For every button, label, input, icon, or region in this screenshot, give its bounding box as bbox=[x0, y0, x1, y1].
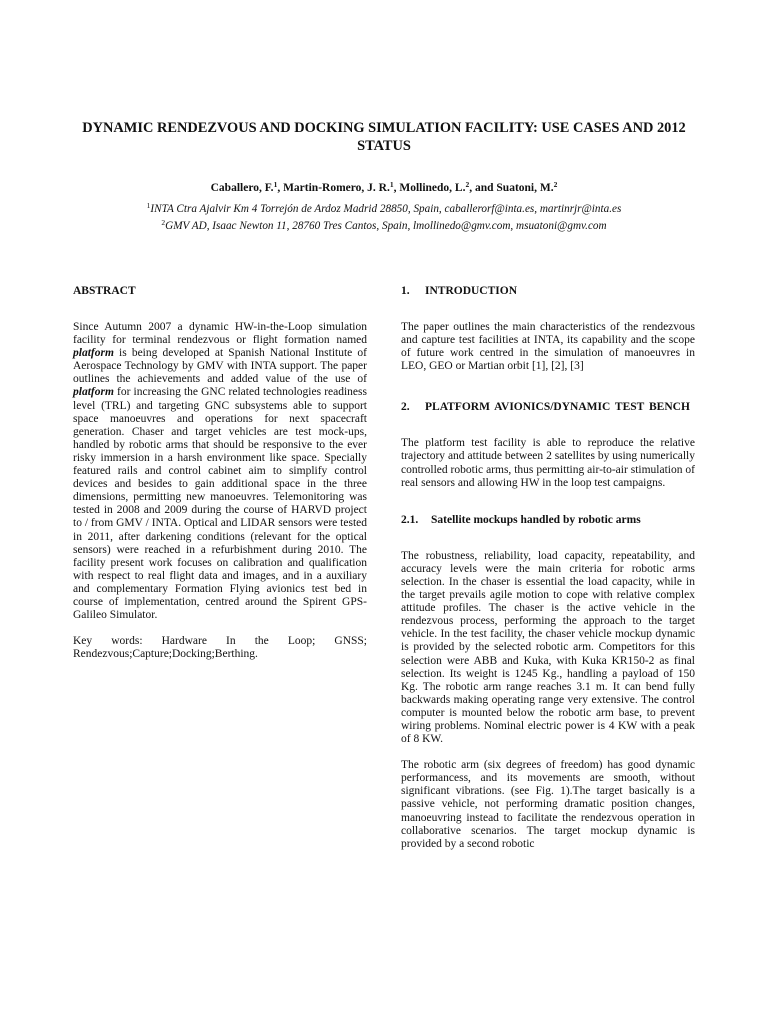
author-3: Mollinedo, L.$^2$, and bbox=[399, 180, 497, 194]
author-4: Suatoni, M.$^2$ bbox=[496, 180, 558, 194]
section-heading-introduction: 1. INTRODUCTION bbox=[401, 285, 518, 297]
right-column bbox=[401, 284, 695, 851]
subsection-heading-mockups: 2.1. Satellite mockups handled by robotic arms bbox=[401, 513, 641, 526]
mockups-paragraph-1: The robustness, reliability, load capacity, repeatability, and accuracy levels were the main criteria for robotic arms selection. In the chaser is essential the load capacity, while in the target prevails agile motion to cope with relative complex attitude profiles. The chaser is the active vehicle in the rendezvous process, performing the approach to the target vehicle. In the test facility, the chaser vehicle mockup dynamic is provided by the selected robotic arm. Competitors for this selection were ABB and Kuka, with Kuka KR150-2 as final selection. Its weight is 1245 Kg., handling a payload of 150 Kg. The robotic arm range reaches 3.1 m. It can bend fully backwards making operating range very extensive. The control computer is mounted below the robotic arm base, to prevent wiring problems. Nominal electric power is 4 KW with a peak of 8 KW. bbox=[401, 549, 695, 746]
paper-title: DYNAMIC RENDEZVOUS AND DOCKING SIMULATION FACILITY: USE CASES AND 2012 STATUS bbox=[82, 120, 686, 154]
affiliation-1: $^1$INTA Ctra Ajalvir Km 4 Torrejón de Ardoz Madrid 28850, Spain, caballerorf@inta.es, martinrjr@inta.es bbox=[146, 201, 622, 215]
mockups-paragraph-2: The robotic arm (six degrees of freedom) has good dynamic performancess, and its movements are smooth, without significant vibrations. (see Fig. 1).The target basically is a passive vehicle, not performing dramatic position changes, manoeuvring instead to facilitate the rendezvous operation in collaborative scenarios. The target mockup dynamic is provided by a second robotic bbox=[401, 759, 695, 850]
affiliation-2: $^2$GMV AD, Isaac Newton 11, 28760 Tres Cantos, Spain, lmollinedo@gmv.com, msuatoni@gmv.com bbox=[161, 218, 607, 232]
abstract-body: Since Autumn 2007 a dynamic HW-in-the-Loop simulation facility for terminal rendezvous or flight formation named platform is being developed at Spanish National Institute of Aerospace Technology by GMV with INTA support. The paper outlines the achievements and added value of the use of platform for increasing the GNC related technologies readiness level (TRL) and targeting GNC subsystems able to support space manoeuvres and operations for next spacecraft generation. Chaser and target vehicles are test mock-ups, handled by robotic arms that should be responsive to the ever risky immersion in a harsh environment like space. Specially featured rails and control cabinet aim to simplify control devices and besides to gain additional space in the three dimensions, permitting new manoeuvres. Telemonitoring was tested in 2008 and 2009 during the course of HARVD project to / from GMV / INTA. Optical and LIDAR sensors were tested in 2011, after darkening conditions (relevant for the optical sensors) were reached in a refurbishment during 2010. The facility present work focuses on calibration and qualification with respect to real flight data and images, and in a auxiliary and complementary Formation Flying avionics test bed in course of implementation, centred around the Spirent GPS-Galileo Simulator. bbox=[73, 321, 367, 622]
author-1: Caballero, F.$^1$, bbox=[210, 180, 284, 194]
keywords: Key words: Hardware In the Loop; GNSS; Rendezvous;Capture;Docking;Berthing. bbox=[73, 635, 367, 661]
section-heading-platform: 2. PLATFORM AVIONICS/DYNAMIC TEST BENCH bbox=[401, 401, 690, 414]
abstract-heading: ABSTRACT bbox=[73, 285, 136, 297]
author-2: Martin-Romero, J. R.$^1$, bbox=[283, 180, 400, 194]
author-line bbox=[72, 178, 696, 195]
introduction-paragraph: The paper outlines the main characteristics of the rendezvous and capture test facilities at INTA, its capability and the scope of future work centred in the simulation of manoeuvres in LEO, GEO or Martian orbit [1], [2], [3] bbox=[401, 321, 695, 373]
left-column bbox=[73, 284, 367, 661]
platform-paragraph: The platform test facility is able to reproduce the relative trajectory and attitude between 2 satellites by using numerically controlled robotic arms, thus permitting air-to-air stimulation of real sensors and allowing HW in the loop test campaigns. bbox=[401, 437, 695, 489]
affiliations bbox=[72, 199, 696, 233]
